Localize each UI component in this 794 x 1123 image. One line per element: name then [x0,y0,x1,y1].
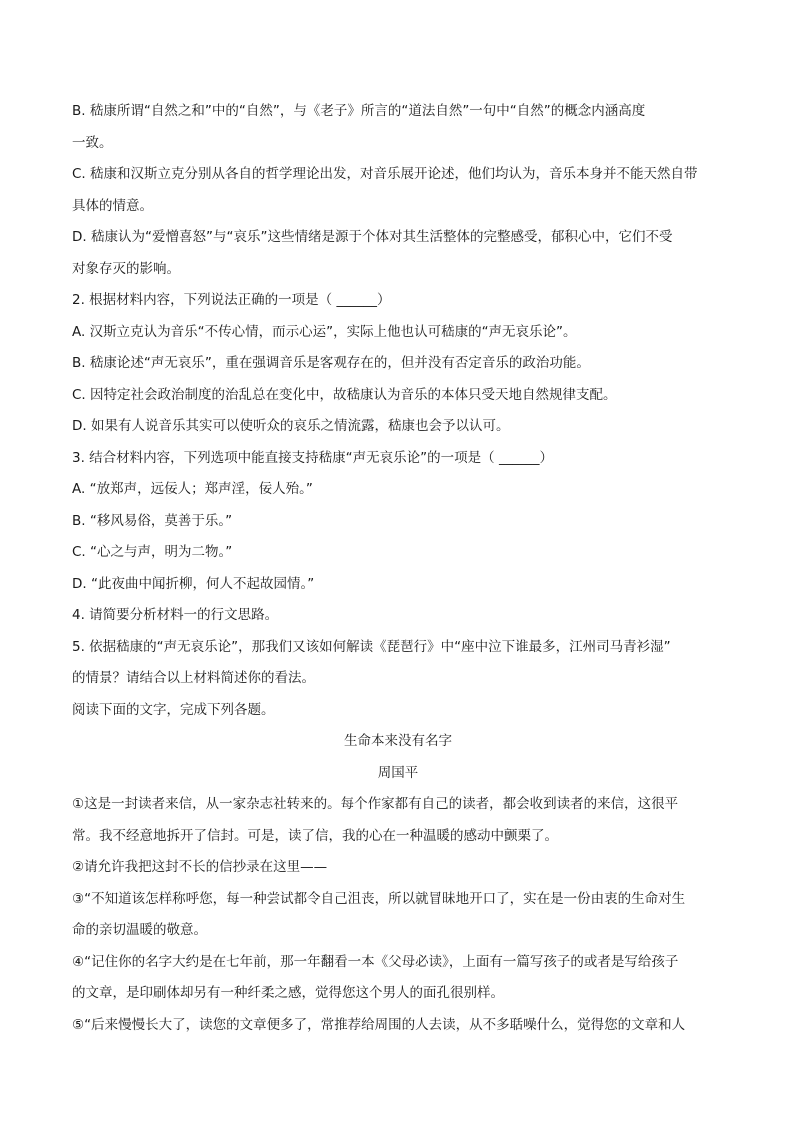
question-3-option-a: A. “放郑声，远佞人；郑声淫，佞人殆。” [72,481,313,497]
question-3-option-c: C. “心之与声，明为二物。” [72,544,233,560]
article-author: 周国平 [377,764,419,781]
paragraph-1-line-2: 常。我不经意地拆开了信封。可是，读了信，我的心在一种温暖的感动中颤栗了。 [72,827,558,844]
option-d-line-2: 对象存灭的影响。 [72,260,180,277]
option-c-line-1: C. 嵇康和汉斯立克分别从各自的哲学理论出发，对音乐展开论述，他们均认为，音乐本身并不能天然自带 [72,166,698,182]
question-4: 4. 请简要分析材料一的行文思路。 [72,607,279,623]
option-c-line-2: 具体的情意。 [72,197,153,214]
question-5-line-1: 5. 依据嵇康的“声无哀乐论”，那我们又该如何解读《琵琶行》中“座中泣下谁最多，江州司马青衫湿” [72,638,671,655]
paragraph-3-line-2: 命的亲切温暖的敬意。 [72,922,207,938]
question-3-option-b: B. “移风易俗，莫善于乐。” [72,512,233,529]
paragraph-4-line-1: ④“记住你的名字大约是在七年前，那一年翻看一本《父母必读》，上面有一篇写孩子的或者是写给孩子 [72,953,679,970]
question-2: 2. 根据材料内容，下列说法正确的一项是（ ______） [72,292,391,308]
question-2-option-b: B. 嵇康论述“声无哀乐”，重在强调音乐是客观存在的，但并没有否定音乐的政治功能。 [72,355,590,371]
paragraph-4-line-2: 的文章，是印刷体却另有一种纤柔之感，觉得您这个男人的面孔很别样。 [72,985,504,1001]
option-b-line-1: B. 嵇康所谓“自然之和”中的“自然”，与《老子》所言的“道法自然”一句中“自然”的概念内涵高度 [72,103,646,119]
question-2-option-c: C. 因特定社会政治制度的治乱总在变化中，故嵇康认为音乐的本体只受天地自然规律支配。 [72,386,617,403]
question-2-option-d: D. 如果有人说音乐其实可以使听众的哀乐之情流露，嵇康也会予以认可。 [72,418,510,434]
option-b-line-2: 一致。 [72,134,113,151]
question-3-option-d: D. “此夜曲中闻折柳，何人不起故园情。” [72,575,315,592]
reading-instruction: 阅读下面的文字，完成下列各题。 [72,701,275,718]
paragraph-5-line-1: ⑤“后来慢慢长大了，读您的文章便多了，常推荐给周围的人去读，从不多聒噪什么，觉得您的文章和人 [72,1016,686,1033]
question-5-line-2: 的情景？请结合以上材料简述你的看法。 [72,670,315,686]
paragraph-3-line-1: ③“不知道该怎样称呼您，每一种尝试都令自己沮丧，所以就冒昧地开口了，实在是一份由衷的生命对生 [72,890,686,907]
question-3: 3. 结合材料内容，下列选项中能直接支持嵇康“声无哀乐论”的一项是（ ______） [72,449,553,466]
paragraph-2: ②请允许我把这封不长的信抄录在这里—— [72,859,328,875]
question-2-option-a: A. 汉斯立克认为音乐“不传心情，而示心运”，实际上他也认可嵇康的“声无哀乐论”。 [72,323,577,340]
option-d-line-1: D. 嵇康认为“爱憎喜怒”与“哀乐”这些情绪是源于个体对其生活整体的完整感受，郁积心中，它们不受 [72,229,673,245]
document-page [72,96,724,1041]
article-title: 生命本来没有名字 [344,733,452,749]
paragraph-1-line-1: ①这是一封读者来信，从一家杂志社转来的。每个作家都有自己的读者，都会收到读者的来信，这很平 [72,796,679,812]
